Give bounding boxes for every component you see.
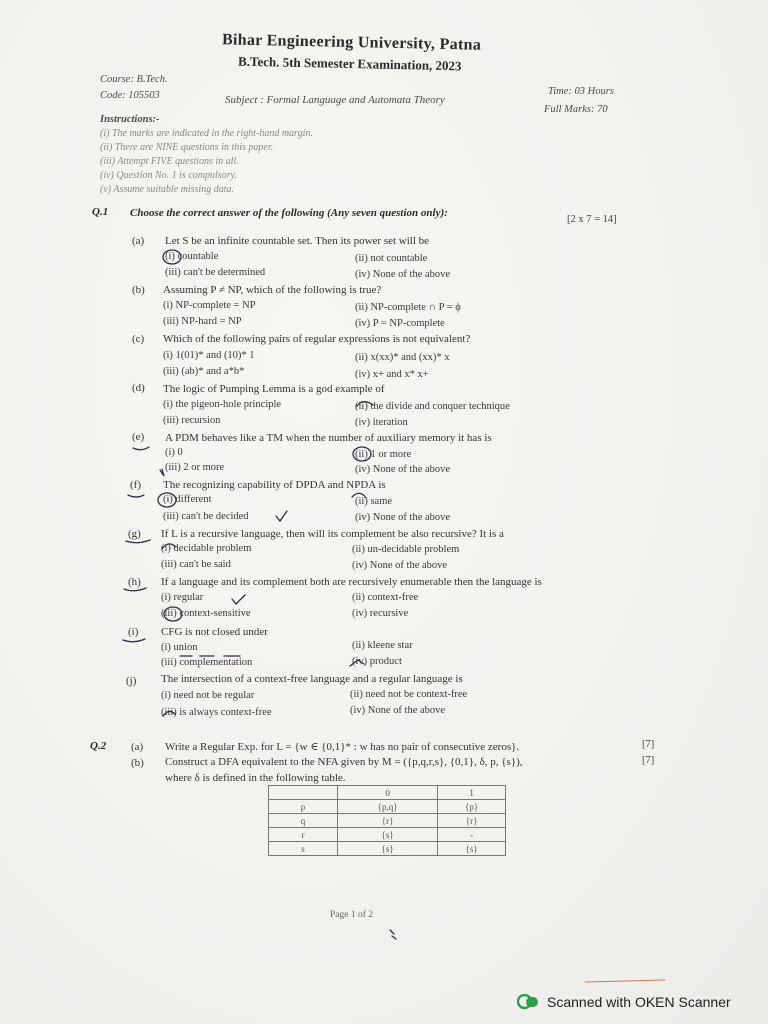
part-label: (i) — [128, 626, 139, 638]
option: (iv) recursive — [352, 608, 409, 619]
q2b-question: Construct a DFA equivalent to the NFA given by M = ({p,q,r,s}, {0,1}, δ, p, {s}), — [165, 756, 523, 768]
option: (i) countable — [165, 251, 219, 262]
instruction-item: (v) Assume suitable missing data. — [100, 184, 234, 195]
part-question: Let S be an infinite countable set. Then its power set will be — [165, 235, 430, 247]
option: (iv) product — [352, 656, 402, 667]
code-label: Code: 105503 — [100, 90, 160, 101]
option: (i) NP-complete = NP — [163, 300, 256, 311]
option: (i) 0 — [165, 447, 183, 458]
option: (iv) iteration — [355, 417, 408, 428]
part-label: (f) — [130, 479, 141, 491]
option: (ii) kleene star — [352, 640, 413, 651]
instruction-item: (i) The marks are indicated in the right-hand margin. — [100, 128, 313, 139]
full-marks-label: Full Marks: 70 — [544, 104, 608, 115]
table-cell: {s} — [338, 842, 438, 856]
part-label: (h) — [128, 576, 141, 588]
option: (iv) None of the above — [355, 512, 451, 523]
option: (iii) complementation — [161, 657, 253, 668]
option: (iv) None of the above — [355, 269, 451, 280]
table-header-cell: 1 — [438, 786, 506, 800]
q2-number: Q.2 — [90, 740, 107, 752]
table-header-cell: 0 — [338, 786, 438, 800]
option: (ii) x(xx)* and (xx)* x — [355, 352, 450, 363]
part-question: CFG is not closed under — [161, 626, 268, 638]
option: (i) different — [163, 494, 212, 505]
part-question: The intersection of a context-free language and a regular language is — [161, 673, 463, 685]
table-cell: - — [438, 828, 506, 842]
page-number: Page 1 of 2 — [330, 910, 374, 920]
scanner-watermark — [505, 988, 768, 1016]
option: (ii) not countable — [355, 253, 428, 264]
table-cell: {p} — [438, 800, 506, 814]
oken-scanner-icon — [517, 994, 539, 1010]
option: (ii) 1 or more — [355, 449, 412, 460]
underline-mark — [126, 540, 150, 543]
option: (i) 1(01)* and (10)* 1 — [163, 350, 255, 361]
table-cell: {p,q} — [338, 800, 438, 814]
option: (iv) None of the above — [352, 560, 448, 571]
q2b-question-cont: where δ is defined in the following table. — [165, 772, 346, 784]
q2a-question: Write a Regular Exp. for L = {w ∈ {0,1}* : w has no pair of consecutive zeros}. — [165, 741, 520, 753]
part-question: Assuming P ≠ NP, which of the following is true? — [163, 284, 382, 296]
instruction-item: (iv) Question No. 1 is compulsory. — [100, 170, 237, 181]
option: (i) regular — [161, 592, 204, 603]
check-mark — [232, 595, 245, 604]
table-header-cell — [269, 786, 338, 800]
option: (iii) 2 or more — [165, 462, 225, 473]
option: (iii) context-sensitive — [161, 608, 251, 619]
q1-marks: [2 x 7 = 14] — [567, 214, 617, 225]
part-label: (e) — [132, 431, 145, 443]
part-label: (a) — [132, 235, 145, 247]
option: (iii) can't be determined — [165, 267, 266, 278]
table-cell: {r} — [338, 814, 438, 828]
table-cell: {s} — [438, 842, 506, 856]
option: (iv) None of the above — [355, 464, 451, 475]
option: (iv) P = NP-complete — [355, 318, 445, 329]
part-question: Which of the following pairs of regular expressions is not equivalent? — [163, 333, 471, 345]
part-question: If a language and its complement both are recursively enumerable then the language is — [161, 576, 542, 588]
option: (ii) un-decidable problem — [352, 544, 460, 555]
part-question: A PDM behaves like a TM when the number of auxiliary memory it has is — [165, 432, 492, 444]
option: (i) need not be regular — [161, 690, 255, 701]
university-title: Bihar Engineering University, Patna — [221, 31, 482, 54]
q1-heading: Choose the correct answer of the following (Any seven question only): — [130, 207, 448, 219]
option: (ii) NP-complete ∩ P = ϕ — [355, 302, 461, 313]
q1-number: Q.1 — [92, 206, 109, 218]
underline-mark — [123, 639, 145, 642]
option: (iii) NP-hard = NP — [163, 316, 242, 327]
table-row — [269, 800, 506, 814]
part-question: The recognizing capability of DPDA and NPDA is — [163, 479, 386, 491]
q2a-marks: [7] — [642, 739, 655, 750]
part-label: (b) — [132, 284, 145, 296]
option: (iv) None of the above — [350, 705, 446, 716]
underline-mark — [128, 495, 144, 497]
underline-mark — [124, 588, 146, 591]
table-cell: q — [269, 814, 338, 828]
exam-title: B.Tech. 5th Semester Examination, 2023 — [237, 53, 462, 74]
option: (i) the pigeon-hole principle — [163, 399, 282, 410]
option: (ii) same — [355, 496, 393, 507]
q2b-marks: [7] — [642, 755, 655, 766]
part-label: (d) — [132, 382, 145, 394]
option: (ii) need not be context-free — [350, 689, 468, 700]
pen-scribble-mark — [390, 930, 396, 939]
q2a-label: (a) — [131, 741, 144, 753]
underline-mark — [133, 447, 149, 450]
option: (i) union — [161, 642, 198, 653]
course-label: Course: B.Tech. — [100, 74, 168, 85]
table-cell: {r} — [438, 814, 506, 828]
part-label: (g) — [128, 528, 141, 540]
instruction-item: (iii) Attempt FIVE questions in all. — [100, 156, 239, 167]
option: (i) decidable problem — [161, 543, 252, 554]
option: (iii) can't be said — [161, 559, 231, 570]
part-label: (j) — [126, 675, 137, 687]
option: (iii) (ab)* and a*b* — [163, 366, 245, 377]
table-cell: p — [269, 800, 338, 814]
q2b-label: (b) — [131, 757, 144, 769]
option: (ii) context-free — [352, 592, 419, 603]
table-header-row — [269, 786, 506, 800]
transition-table — [268, 785, 506, 856]
check-mark — [276, 511, 287, 521]
option: (iv) x+ and x* x+ — [355, 369, 429, 380]
part-question: If L is a recursive language, then will its complement be also recursive? It is a — [161, 528, 504, 540]
table-cell: s — [269, 842, 338, 856]
pen-dot-mark — [160, 469, 164, 476]
pen-scribble-mark — [585, 980, 665, 982]
part-question: The logic of Pumping Lemma is a god example of — [163, 383, 385, 395]
option: (iii) can't be decided — [163, 511, 249, 522]
subject-label: Subject : Formal Language and Automata Theory — [225, 94, 445, 106]
table-cell: {s} — [338, 828, 438, 842]
instruction-item: (ii) There are NINE questions in this paper. — [100, 142, 274, 153]
option: (ii) the divide and conquer technique — [355, 401, 510, 412]
option: (iii) is always context-free — [161, 707, 272, 718]
table-row — [269, 842, 506, 856]
part-label: (c) — [132, 333, 145, 345]
option: (iii) recursion — [163, 415, 221, 426]
table-row — [269, 814, 506, 828]
time-label: Time: 03 Hours — [548, 86, 614, 97]
instructions-heading: Instructions:- — [100, 114, 160, 125]
table-cell: r — [269, 828, 338, 842]
scanner-text: Scanned with OKEN Scanner — [547, 994, 731, 1010]
table-row — [269, 828, 506, 842]
